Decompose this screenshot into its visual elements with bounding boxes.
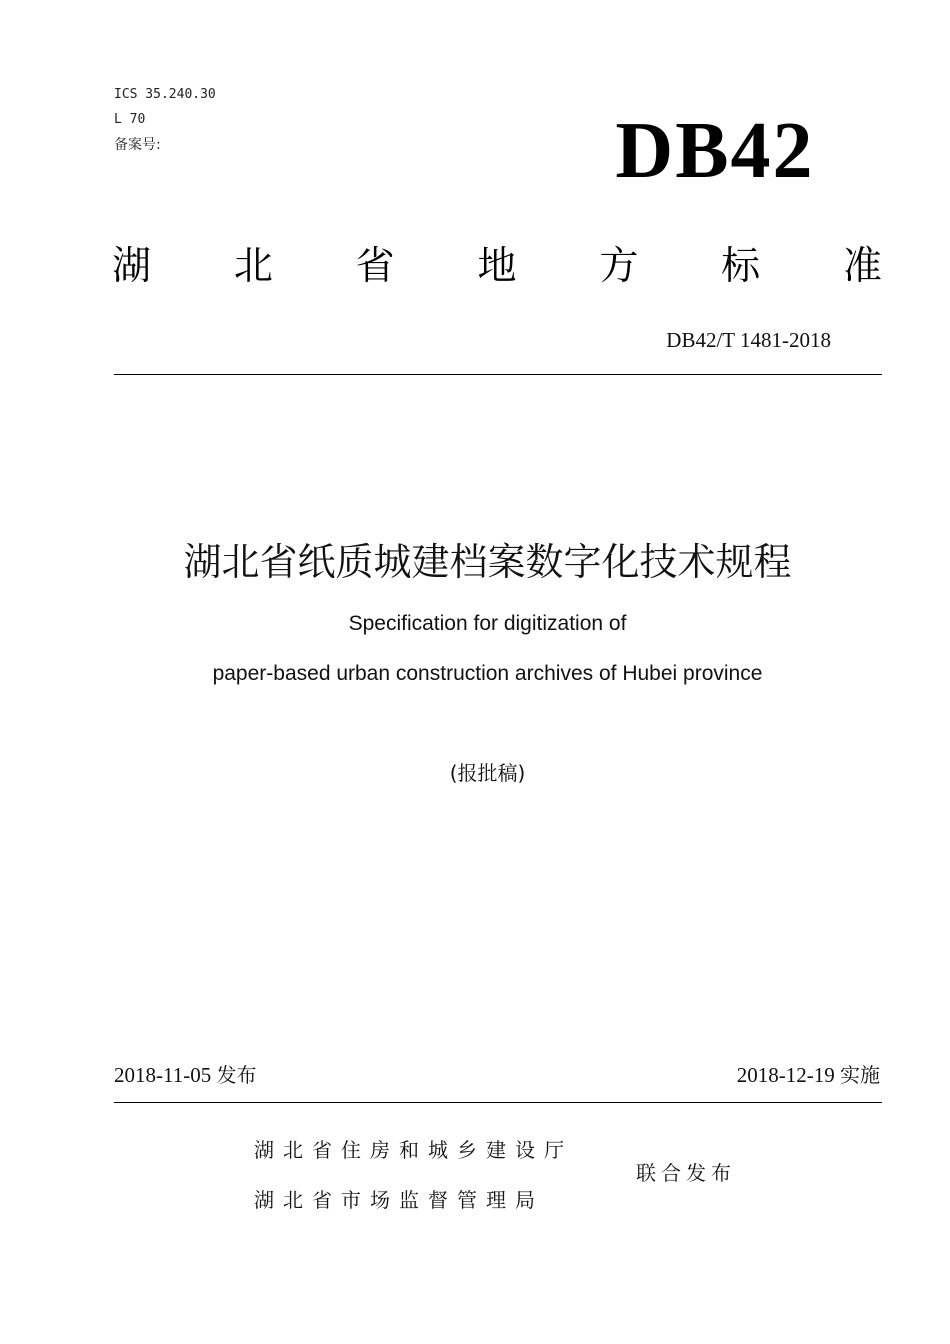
issue-date: 2018-11-05 bbox=[114, 1063, 212, 1087]
record-number-label: 备案号: bbox=[114, 137, 161, 153]
bottom-divider bbox=[114, 1102, 882, 1103]
issuer-housing-department: 湖北省住房和城乡建设厅 bbox=[254, 1138, 573, 1162]
implementation-label: 实施 bbox=[840, 1063, 880, 1087]
standard-type-char: 地 bbox=[477, 244, 517, 289]
standard-type-char: 省 bbox=[355, 244, 395, 289]
draft-status: (报批稿) bbox=[449, 761, 526, 785]
ics-code: ICS 35.240.30 bbox=[114, 87, 216, 102]
title-chinese: 湖北省纸质城建档案数字化技术规程 bbox=[183, 540, 792, 584]
classification-code: L 70 bbox=[114, 112, 146, 127]
implementation-date: 2018-12-19 bbox=[736, 1063, 835, 1087]
standard-type-char: 方 bbox=[599, 244, 639, 289]
standard-type-char: 标 bbox=[721, 244, 761, 289]
issue-label: 发布 bbox=[216, 1063, 257, 1087]
issuer-market-regulation-bureau: 湖北省市场监督管理局 bbox=[254, 1188, 544, 1212]
standard-type-heading bbox=[112, 242, 882, 292]
db42-logo: DB42 bbox=[615, 107, 815, 195]
title-english-line-1: Specification for digitization of bbox=[348, 612, 627, 635]
standard-type-char: 北 bbox=[233, 244, 273, 289]
title-english-line-2: paper-based urban construction archives of Hubei province bbox=[212, 662, 763, 685]
standard-number: DB42/T 1481-2018 bbox=[666, 328, 831, 352]
standard-type-char: 湖 bbox=[112, 244, 152, 289]
top-divider bbox=[114, 374, 882, 375]
joint-issue-label: 联合发布 bbox=[636, 1161, 736, 1185]
implementation-date-line bbox=[737, 1061, 880, 1089]
standard-type-char: 准 bbox=[842, 244, 882, 289]
issue-date-line bbox=[114, 1061, 256, 1089]
